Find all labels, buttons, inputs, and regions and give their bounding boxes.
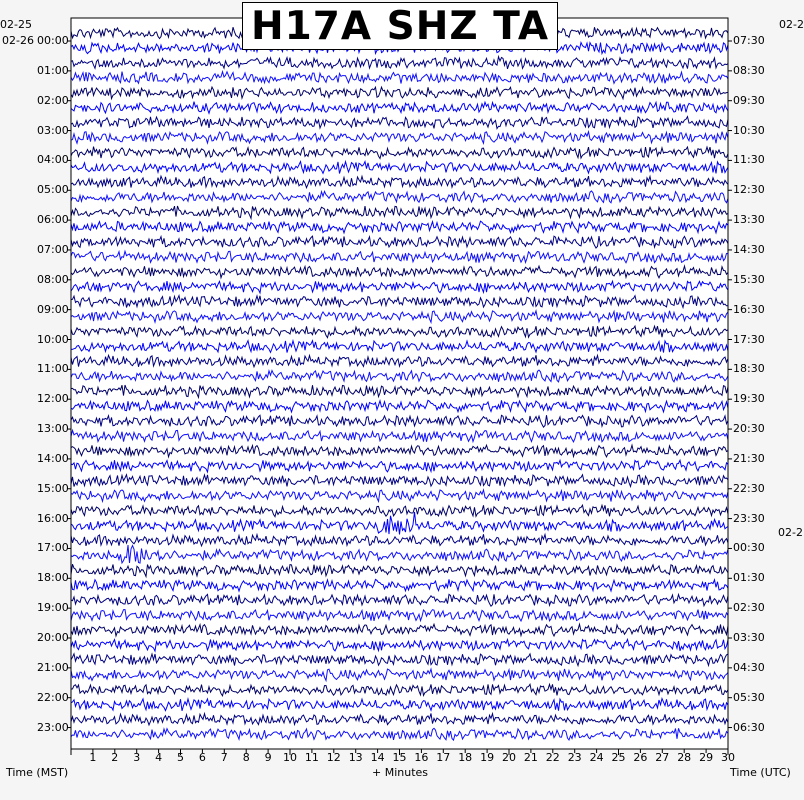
x-tick-label: 4 xyxy=(155,751,163,764)
left-date-main-label: 02-26 xyxy=(2,34,34,47)
right-hour-label: 00:30 xyxy=(733,541,765,555)
left-hour-label: 07:00 xyxy=(37,242,69,256)
x-tick-label: 24 xyxy=(589,751,604,764)
right-hour-label: 03:30 xyxy=(733,631,765,644)
x-tick-label: 29 xyxy=(699,751,714,764)
x-tick-label: 17 xyxy=(436,751,451,764)
left-hour-label: 11:00 xyxy=(37,362,69,376)
x-tick-label: 8 xyxy=(242,751,250,764)
x-tick-label: 3 xyxy=(133,751,141,764)
x-tick-label: 26 xyxy=(633,751,648,764)
right-hour-label: 14:30 xyxy=(733,242,765,256)
left-hour-label: 18:00 xyxy=(37,571,69,585)
right-hour-label: 02:30 xyxy=(733,601,765,615)
x-tick-label: 22 xyxy=(545,751,560,764)
left-axis-title: Time (MST) xyxy=(6,766,69,779)
left-hour-label: 05:00 xyxy=(37,183,69,197)
right-hour-label: 21:30 xyxy=(733,451,765,465)
right-hour-label: 05:30 xyxy=(733,690,765,704)
right-hour-label: 04:30 xyxy=(733,660,765,674)
right-hour-label: 11:30 xyxy=(733,153,765,167)
left-hour-label: 17:00 xyxy=(37,541,69,555)
right-hour-label: 08:30 xyxy=(733,63,765,77)
left-hour-label: 08:00 xyxy=(37,272,69,286)
right-hour-label: 01:30 xyxy=(733,571,765,585)
right-hour-label: 15:30 xyxy=(733,272,765,286)
right-hour-label: 23:30 xyxy=(733,511,765,525)
left-hour-label: 12:00 xyxy=(37,392,69,406)
left-hour-label: 16:00 xyxy=(37,511,69,525)
left-hour-label: 23:00 xyxy=(37,720,69,734)
left-date-start-label: 02-25 xyxy=(0,18,32,31)
left-hour-label: 02:00 xyxy=(37,93,69,107)
left-hour-label: 13:00 xyxy=(37,422,69,436)
left-hour-label: 22:00 xyxy=(37,690,69,704)
x-tick-label: 18 xyxy=(458,751,473,764)
x-tick-label: 11 xyxy=(304,751,319,764)
x-tick-label: 14 xyxy=(370,751,385,764)
left-hour-label: 15:00 xyxy=(37,481,69,495)
right-date-change-label: 02-2 xyxy=(778,526,803,539)
left-hour-label: 00:00 xyxy=(37,34,69,47)
right-hour-label: 16:30 xyxy=(733,302,765,316)
right-hour-label: 10:30 xyxy=(733,123,765,137)
right-hour-label: 09:30 xyxy=(733,93,765,107)
right-hour-label: 12:30 xyxy=(733,183,765,197)
left-hour-label: 03:00 xyxy=(37,123,69,137)
left-hour-label: 01:00 xyxy=(37,63,69,77)
x-tick-label: 20 xyxy=(502,751,516,764)
x-tick-label: 5 xyxy=(177,751,184,764)
x-axis-title: + Minutes xyxy=(372,766,429,779)
x-tick-label: 9 xyxy=(264,751,272,764)
x-tick-label: 7 xyxy=(220,751,228,764)
plot-area-background xyxy=(71,18,728,749)
x-tick-label: 23 xyxy=(567,751,582,764)
right-hour-label: 07:30 xyxy=(733,34,765,47)
x-tick-label: 15 xyxy=(392,751,407,764)
right-hour-label: 22:30 xyxy=(733,481,765,495)
chart-title: H17A SHZ TA xyxy=(250,3,549,49)
left-hour-label: 20:00 xyxy=(37,631,69,644)
chart-title-box xyxy=(242,2,558,50)
x-tick-label: 30 xyxy=(721,751,735,764)
left-hour-label: 14:00 xyxy=(37,451,69,465)
right-hour-label: 13:30 xyxy=(733,213,765,227)
x-tick-label: 27 xyxy=(655,751,670,764)
left-hour-label: 21:00 xyxy=(37,660,69,674)
left-hour-label: 19:00 xyxy=(37,601,69,615)
x-tick-label: 13 xyxy=(348,751,363,764)
x-tick-label: 2 xyxy=(111,751,119,764)
x-tick-label: 19 xyxy=(480,751,495,764)
left-hour-label: 04:00 xyxy=(37,153,69,167)
left-hour-label: 09:00 xyxy=(37,302,69,316)
x-tick-label: 16 xyxy=(414,751,429,764)
x-tick-label: 25 xyxy=(611,751,626,764)
right-hour-label: 17:30 xyxy=(733,332,765,346)
x-tick-label: 12 xyxy=(326,751,341,764)
x-tick-label: 6 xyxy=(198,751,206,764)
right-axis-title: Time (UTC) xyxy=(730,766,791,779)
right-date-start-label: 02-2 xyxy=(779,18,804,31)
x-tick-label: 28 xyxy=(677,751,692,764)
x-tick-label: 21 xyxy=(523,751,538,764)
x-tick-label: 10 xyxy=(283,751,297,764)
x-tick-label: 1 xyxy=(89,751,97,764)
left-hour-label: 10:00 xyxy=(37,332,69,346)
right-hour-label: 18:30 xyxy=(733,362,765,376)
right-hour-label: 19:30 xyxy=(733,392,765,406)
left-hour-label: 06:00 xyxy=(37,213,69,227)
right-hour-label: 06:30 xyxy=(733,720,765,734)
right-hour-label: 20:30 xyxy=(733,422,765,436)
